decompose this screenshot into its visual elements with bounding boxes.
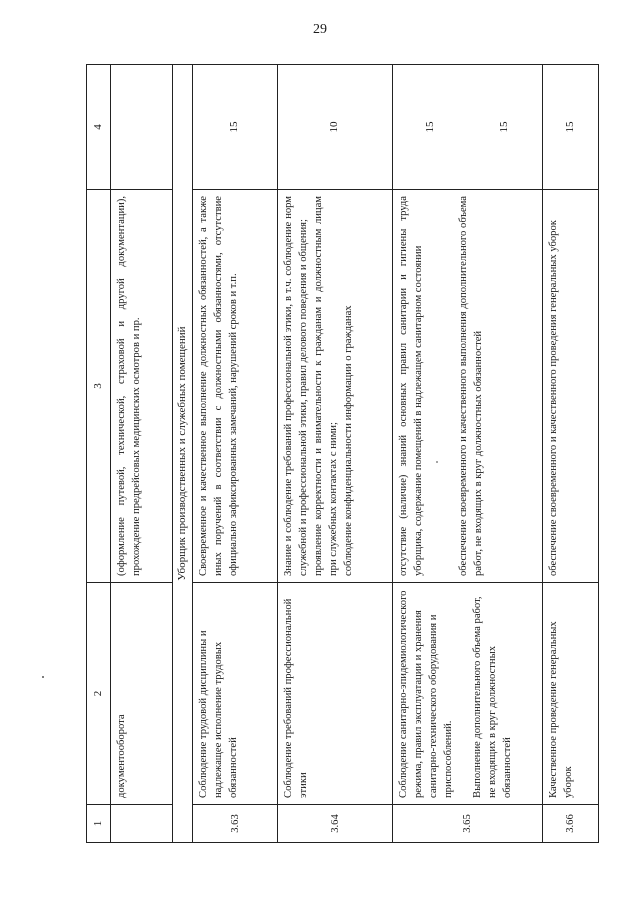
- score-cell-empty: [110, 65, 172, 190]
- score-cell: 15: [543, 65, 599, 190]
- table-row: [193, 65, 278, 843]
- score-value: 15: [498, 121, 511, 133]
- criterion-cell: Качественное проведение генеральных уборок: [543, 583, 599, 805]
- row-number: 3.63: [193, 805, 278, 843]
- description-cell: [278, 190, 393, 583]
- table-header-row: [87, 65, 111, 843]
- score-cell: 15: [193, 65, 278, 190]
- description-text: отсутствие (наличие) знаний основных правил санитарии и гигиены труда уборщика, содержание помещений в надлежащем санитарном состоянии: [398, 196, 425, 576]
- column-header-2: 2: [87, 583, 111, 805]
- score-cell: [393, 65, 543, 190]
- row-number-empty: [110, 805, 172, 843]
- row-number: 3.64: [278, 805, 393, 843]
- description-cell: Своевременное и качественное выполнение должностных обязанностей, а также иных поручений в соответствии с должностными обязанностями, отсутствие официально зафиксированных замечаний, нарушений сроков и т.п.: [193, 190, 278, 583]
- table-row: [393, 65, 543, 843]
- section-header-row: [172, 65, 193, 843]
- table-row: [543, 65, 599, 843]
- column-header-4: 4: [87, 65, 111, 190]
- score-cell: 10: [278, 65, 393, 190]
- column-header-1: 1: [87, 805, 111, 843]
- table-row-carryover: [110, 65, 172, 843]
- row-number: 3.66: [543, 805, 599, 843]
- description-cell: обеспечение своевременного и качественного проведения генеральных уборок: [543, 190, 599, 583]
- description-text: обеспечение своевременного и качественного выполнения дополнительного объема работ, не входящих в круг должностных обязанностей: [458, 196, 485, 576]
- score-value: 15: [423, 121, 436, 133]
- column-header-3: 3: [87, 190, 111, 583]
- criteria-table: [86, 64, 599, 843]
- description-cell: [393, 190, 543, 583]
- rotated-table-container: [86, 65, 596, 843]
- criterion-cell: [393, 583, 543, 805]
- criterion-text: Соблюдение санитарно-эпидемиологического режима, правил эксплуатации и хранения санитарно-технического оборудования и приспособлений.: [398, 590, 455, 798]
- section-title: Уборщик производственных и служебных помещений: [172, 65, 193, 843]
- description-cell: (оформление путевой, технической, страховой и другой документации), прохождение предрейсовых медицинских осмотров и пр.: [110, 190, 172, 583]
- description-line: Знание и соблюдение требований профессиональной этики, в т.ч. соблюдение норм служебной и профессиональной этики, правил делового поведения и общения;: [283, 196, 310, 576]
- criterion-cell: документооборота: [110, 583, 172, 805]
- table-row: [278, 65, 393, 843]
- scan-speck: [42, 676, 44, 678]
- criterion-cell: Соблюдение трудовой дисциплины и надлежащее исполнение трудовых обязанностей: [193, 583, 278, 805]
- criterion-text: Выполнение дополнительного объема работ, не входящих в круг должностных обязанностей: [472, 596, 514, 798]
- description-line: соблюдение конфиденциальности информации о гражданах: [343, 305, 355, 576]
- description-line: проявление корректности и внимательности к гражданам и должностным лицам при служебных контактах с ними;: [313, 196, 340, 576]
- row-number: 3.65: [393, 805, 543, 843]
- criterion-cell: Соблюдение требований профессиональной этики: [278, 583, 393, 805]
- page-number: 29: [313, 22, 327, 37]
